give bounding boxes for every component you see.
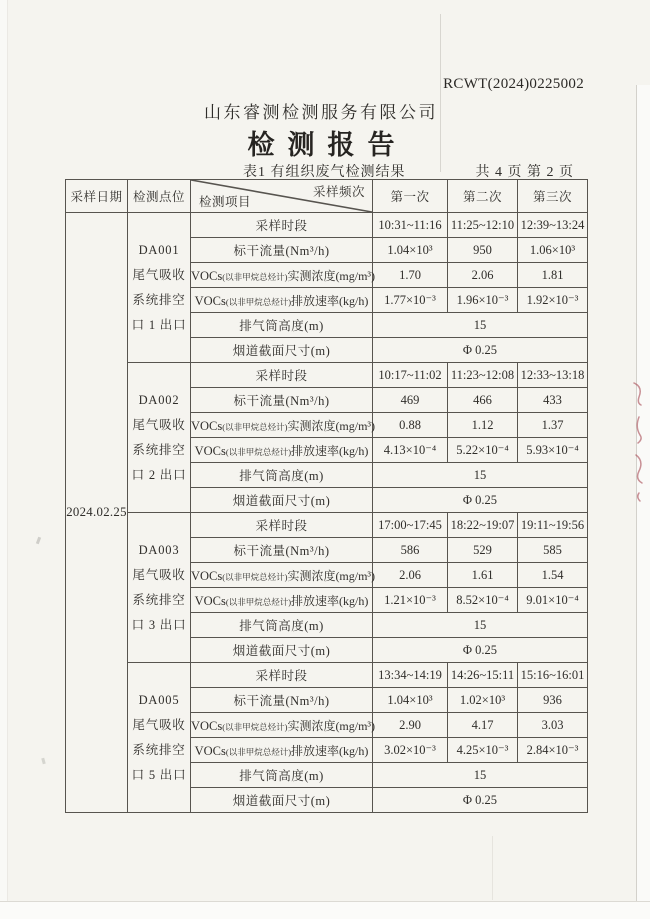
merged-value-cell: Φ 0.25 [373, 638, 588, 663]
value-cell: 18:22~19:07 [448, 513, 518, 538]
value-cell: 5.93×10⁻⁴ [518, 438, 588, 463]
value-cell: 1.12 [448, 413, 518, 438]
value-cell: 2.06 [373, 563, 448, 588]
value-cell: 4.25×10⁻³ [448, 738, 518, 763]
paper-crease-bottom [492, 836, 493, 900]
merged-value-cell: Φ 0.25 [373, 338, 588, 363]
value-cell: 3.02×10⁻³ [373, 738, 448, 763]
point-line: 尾气吸收 [132, 267, 186, 282]
row-label: 标干流量(Nm³/h) [191, 238, 373, 263]
value-cell: 1.21×10⁻³ [373, 588, 448, 613]
value-cell: 14:26~15:11 [448, 663, 518, 688]
value-cell: 2.84×10⁻³ [518, 738, 588, 763]
merged-value-cell: 15 [373, 613, 588, 638]
point-cell-da002 [128, 363, 191, 513]
row-label: 排气筒高度(m) [191, 463, 373, 488]
point-cell-da001 [128, 213, 191, 363]
value-cell: 433 [518, 388, 588, 413]
value-cell: 15:16~16:01 [518, 663, 588, 688]
value-cell: 0.88 [373, 413, 448, 438]
row-label: VOCs(以非甲烷总烃计)排放速率(kg/h) [191, 288, 373, 313]
value-cell: 469 [373, 388, 448, 413]
merged-value-cell: 15 [373, 463, 588, 488]
table-caption: 表1 有组织废气检测结果 [243, 165, 406, 180]
point-line: 系统排空 [132, 742, 186, 757]
value-cell: 1.04×10³ [373, 688, 448, 713]
value-cell: 5.22×10⁻⁴ [448, 438, 518, 463]
value-cell: 529 [448, 538, 518, 563]
header-run-2: 第二次 [448, 180, 518, 213]
point-line: DA001 [138, 242, 180, 257]
row-label: 排气筒高度(m) [191, 613, 373, 638]
header-item-label: 检测项目 [199, 195, 252, 209]
row-label: 采样时段 [191, 663, 373, 688]
value-cell: 13:34~14:19 [373, 663, 448, 688]
row-label: 标干流量(Nm³/h) [191, 688, 373, 713]
merged-value-cell: Φ 0.25 [373, 488, 588, 513]
point-line: DA005 [138, 692, 180, 707]
value-cell: 3.03 [518, 713, 588, 738]
value-cell: 8.52×10⁻⁴ [448, 588, 518, 613]
value-cell: 1.77×10⁻³ [373, 288, 448, 313]
value-cell: 11:23~12:08 [448, 363, 518, 388]
header-run-1: 第一次 [373, 180, 448, 213]
value-cell: 12:33~13:18 [518, 363, 588, 388]
table-row [66, 363, 588, 388]
row-label: VOCs(以非甲烷总烃计)排放速率(kg/h) [191, 438, 373, 463]
point-line: 口 1 出口 [131, 317, 187, 332]
value-cell: 586 [373, 538, 448, 563]
row-label: 烟道截面尺寸(m) [191, 338, 373, 363]
table-row [66, 513, 588, 538]
point-line: 系统排空 [132, 592, 186, 607]
page-indicator: 共 4 页 第 2 页 [475, 165, 574, 180]
point-line: 系统排空 [132, 292, 186, 307]
row-label: 烟道截面尺寸(m) [191, 788, 373, 813]
row-label: 烟道截面尺寸(m) [191, 638, 373, 663]
header-diagonal-cell [191, 180, 373, 213]
row-label: 排气筒高度(m) [191, 313, 373, 338]
row-label: VOCs(以非甲烷总烃计)排放速率(kg/h) [191, 588, 373, 613]
merged-value-cell: Φ 0.25 [373, 788, 588, 813]
point-line: 尾气吸收 [132, 567, 186, 582]
value-cell: 1.06×10³ [518, 238, 588, 263]
row-label: VOCs(以非甲烷总烃计)排放速率(kg/h) [191, 738, 373, 763]
point-cell-da003 [128, 513, 191, 663]
value-cell: 9.01×10⁻⁴ [518, 588, 588, 613]
row-label: VOCs(以非甲烷总烃计)实测浓度(mg/m³) [191, 263, 373, 288]
value-cell: 2.90 [373, 713, 448, 738]
row-label: 采样时段 [191, 513, 373, 538]
header-point: 检测点位 [128, 180, 191, 213]
value-cell: 10:31~11:16 [373, 213, 448, 238]
point-cell-da005 [128, 663, 191, 813]
paper-bottom-edge [0, 901, 650, 919]
value-cell: 4.13×10⁻⁴ [373, 438, 448, 463]
row-label: 标干流量(Nm³/h) [191, 388, 373, 413]
value-cell: 1.04×10³ [373, 238, 448, 263]
value-cell: 12:39~13:24 [518, 213, 588, 238]
sampling-date-cell: 2024.02.25 [66, 213, 128, 813]
merged-value-cell: 15 [373, 313, 588, 338]
point-line: DA002 [138, 392, 180, 407]
table-header-row [66, 180, 588, 213]
table-row [66, 663, 588, 688]
value-cell: 1.02×10³ [448, 688, 518, 713]
scan-speck [41, 758, 45, 765]
header-frequency-label: 采样频次 [312, 185, 365, 199]
point-line: 尾气吸收 [132, 717, 186, 732]
value-cell: 950 [448, 238, 518, 263]
value-cell: 936 [518, 688, 588, 713]
scan-speck [36, 537, 41, 545]
value-cell: 4.17 [448, 713, 518, 738]
red-ink-marks [627, 377, 650, 507]
value-cell: 1.70 [373, 263, 448, 288]
row-label: 烟道截面尺寸(m) [191, 488, 373, 513]
point-line: 口 3 出口 [131, 617, 187, 632]
value-cell: 11:25~12:10 [448, 213, 518, 238]
value-cell: 1.92×10⁻³ [518, 288, 588, 313]
company-name: 山东睿测检测服务有限公司 [204, 103, 438, 122]
merged-value-cell: 15 [373, 763, 588, 788]
value-cell: 19:11~19:56 [518, 513, 588, 538]
paper-left-edge [0, 0, 8, 919]
value-cell: 17:00~17:45 [373, 513, 448, 538]
value-cell: 10:17~11:02 [373, 363, 448, 388]
row-label: VOCs(以非甲烷总烃计)实测浓度(mg/m³) [191, 713, 373, 738]
header-sampling-date: 采样日期 [66, 180, 128, 213]
row-label: 标干流量(Nm³/h) [191, 538, 373, 563]
row-label: VOCs(以非甲烷总烃计)实测浓度(mg/m³) [191, 563, 373, 588]
report-number: RCWT(2024)0225002 [443, 76, 584, 92]
header-run-3: 第三次 [518, 180, 588, 213]
point-line: 口 5 出口 [131, 767, 187, 782]
row-label: 排气筒高度(m) [191, 763, 373, 788]
table-row [66, 213, 588, 238]
point-line: 系统排空 [132, 442, 186, 457]
value-cell: 1.96×10⁻³ [448, 288, 518, 313]
row-label: VOCs(以非甲烷总烃计)实测浓度(mg/m³) [191, 413, 373, 438]
point-line: DA003 [138, 542, 180, 557]
row-label: 采样时段 [191, 363, 373, 388]
row-label: 采样时段 [191, 213, 373, 238]
value-cell: 1.54 [518, 563, 588, 588]
value-cell: 1.37 [518, 413, 588, 438]
results-table [65, 179, 588, 813]
value-cell: 466 [448, 388, 518, 413]
point-line: 口 2 出口 [131, 467, 187, 482]
value-cell: 2.06 [448, 263, 518, 288]
point-line: 尾气吸收 [132, 417, 186, 432]
value-cell: 585 [518, 538, 588, 563]
report-title: 检测报告 [247, 130, 408, 160]
value-cell: 1.81 [518, 263, 588, 288]
value-cell: 1.61 [448, 563, 518, 588]
